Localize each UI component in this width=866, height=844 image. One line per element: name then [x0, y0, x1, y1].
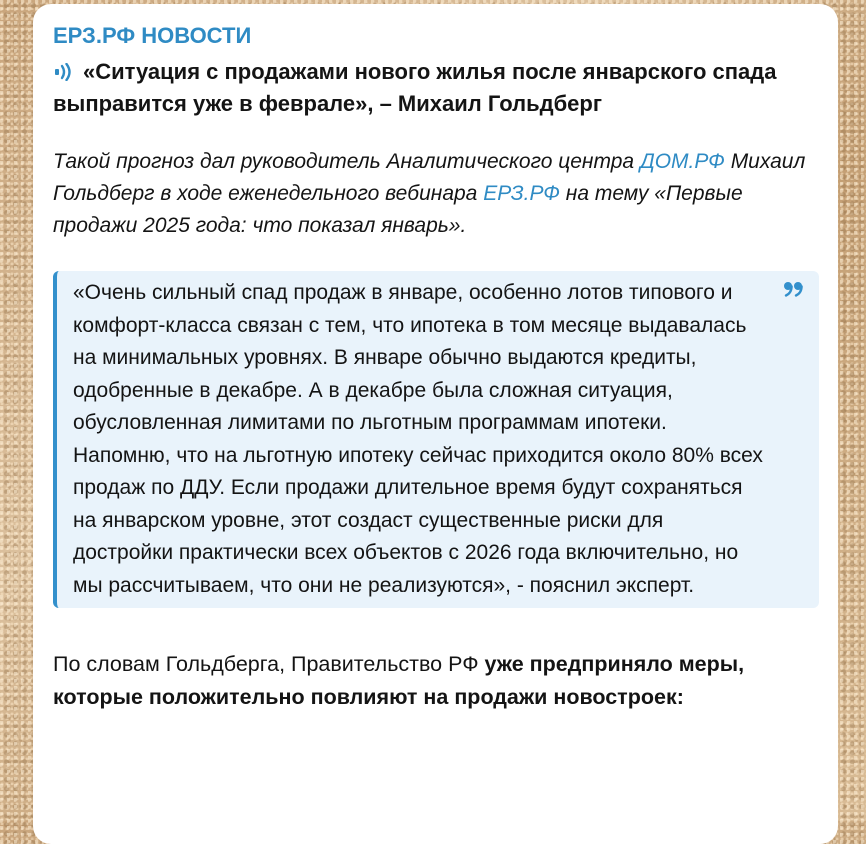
broadcast-icon — [53, 63, 75, 81]
follow-text-bold: уже предприняло меры, которые положительно повлияют на продажи новостроек: — [53, 652, 745, 709]
headline-text: «Ситуация с продажами нового жилья после январского спада выправится уже в феврале», – Михаил Гольдберг — [53, 59, 777, 116]
message-bubble — [33, 4, 838, 844]
lead-text-1: Такой прогноз дал руководитель Аналитического центра — [53, 150, 640, 173]
follow-text-plain: По словам Гольдберга, Правительство РФ — [53, 652, 485, 676]
post-headline — [53, 56, 818, 120]
erz-rf-link[interactable]: ЕРЗ.РФ — [483, 182, 560, 205]
follow-paragraph — [53, 648, 813, 713]
channel-name[interactable]: ЕРЗ.РФ НОВОСТИ — [53, 23, 252, 48]
quote-mark-icon — [783, 281, 805, 297]
dom-rf-link[interactable]: ДОМ.РФ — [639, 150, 725, 173]
lead-text-2: Михаил Гольдберг в ходе еженедельного вебинара — [53, 150, 806, 205]
lead-text-3: на тему «Первые продажи 2025 года: что показал январь». — [53, 182, 743, 237]
quote-text: «Очень сильный спад продаж в январе, особенно лотов типового и комфорт-класса связан с тем, что ипотека в том месяце выдавалась на минимальных уровнях. В январе обычно выдаются кредиты, одобренные в декабре. А в декабре была сложная ситуация, обусловленная лимитами по льготным программам ипотеки. Напомню, что на льготную ипотеку сейчас приходится около 80% всех продаж по ДДУ. Если продажи длительное время будут сохраняться на январском уровне, этот создаст существенные риски для достройки практически всех объектов с 2026 года включительно, но мы рассчитываем, что они не реализуются», - пояснил эксперт. — [73, 281, 763, 597]
blockquote — [53, 271, 819, 608]
lead-paragraph — [53, 146, 818, 242]
